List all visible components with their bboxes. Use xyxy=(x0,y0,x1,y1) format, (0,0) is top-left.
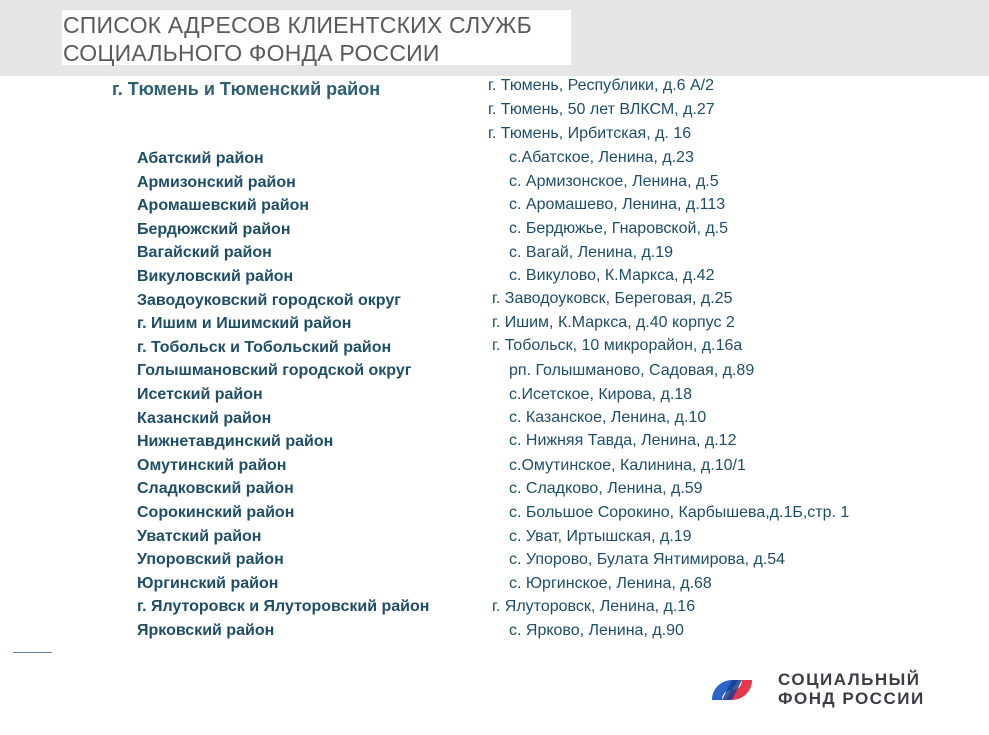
district-name: Бердюжский район xyxy=(137,220,291,238)
tyumen-address: г. Тюмень, Республики, д.6 А/2 xyxy=(488,77,715,94)
district-name: Викуловский район xyxy=(137,267,294,285)
district-name: г. Ялуторовск и Ялуторовский район xyxy=(137,598,430,616)
district-list xyxy=(137,150,429,645)
district-name: Упоровский район xyxy=(137,551,284,569)
district-address: с. Большое Сорокино, Карбышева,д.1Б,стр. 1 xyxy=(509,504,850,521)
district-name: Уватский район xyxy=(137,527,262,545)
district-address: с. Вагай, Ленина, д.19 xyxy=(509,244,674,261)
sfr-logo xyxy=(708,668,948,712)
district-address: с. Нижняя Тавда, Ленина, д.12 xyxy=(509,432,737,449)
district-address: г. Ялуторовск, Ленина, д.16 xyxy=(492,598,696,615)
district-address: г. Ишим, К.Маркса, д.40 корпус 2 xyxy=(492,314,735,331)
district-address: с. Аромашево, Ленина, д.113 xyxy=(509,196,726,213)
divider-line xyxy=(13,652,52,653)
district-address: с. Сладково, Ленина, д.59 xyxy=(509,480,703,497)
page-title-line1: СПИСОК АДРЕСОВ КЛИЕНТСКИХ СЛУЖБ xyxy=(63,12,532,38)
tyumen-address: г. Тюмень, 50 лет ВЛКСМ, д.27 xyxy=(488,101,715,118)
tyumen-heading: г. Тюмень и Тюменский район xyxy=(112,79,381,99)
logo-text-line1: СОЦИАЛЬНЫЙ xyxy=(778,670,921,689)
district-name: Нижнетавдинский район xyxy=(137,433,334,451)
page-title-line2: СОЦИАЛЬНОГО ФОНДА РОССИИ xyxy=(63,40,440,66)
district-name: Сладковский район xyxy=(137,480,294,498)
tyumen-address: г. Тюмень, Ирбитская, д. 16 xyxy=(488,125,692,142)
sfr-logo-icon xyxy=(708,670,756,710)
district-address: с. Армизонское, Ленина, д.5 xyxy=(509,173,719,190)
district-name: Армизонский район xyxy=(137,173,296,191)
district-address: с.Абатское, Ленина, д.23 xyxy=(509,149,694,166)
district-name: Голышмановский городской округ xyxy=(137,362,412,380)
district-address: г. Тобольск, 10 микрорайон, д.16а xyxy=(492,337,743,354)
district-address: с.Исетское, Кирова, д.18 xyxy=(509,386,693,403)
district-name: Ярковский район xyxy=(137,621,275,639)
district-name: Исетский район xyxy=(137,385,263,403)
district-name: Аромашевский район xyxy=(137,197,310,215)
district-name: Вагайский район xyxy=(137,244,272,262)
district-address: с. Бердюжье, Гнаровской, д.5 xyxy=(509,220,729,237)
district-name: г. Ишим и Ишимский район xyxy=(137,315,352,333)
district-address: с. Упорово, Булата Янтимирова, д.54 xyxy=(509,551,786,568)
logo-text-line2: ФОНД РОССИИ xyxy=(778,689,925,708)
district-address: рп. Голышманово, Садовая, д.89 xyxy=(509,362,755,379)
district-name: Казанский район xyxy=(137,409,272,427)
district-name: Омутинский район xyxy=(137,456,287,474)
district-name: г. Тобольск и Тобольский район xyxy=(137,338,392,356)
district-name: Юргинский район xyxy=(137,574,279,592)
district-address: с. Викулово, К.Маркса, д.42 xyxy=(509,267,715,284)
district-address: с. Казанское, Ленина, д.10 xyxy=(509,409,707,426)
district-name: Сорокинский район xyxy=(137,503,295,521)
district-address: с. Ярково, Ленина, д.90 xyxy=(509,622,684,639)
district-name: Абатский район xyxy=(137,150,264,167)
district-address: с.Омутинское, Калинина, д.10/1 xyxy=(509,457,746,474)
district-address: с. Уват, Иртышская, д.19 xyxy=(509,528,692,545)
district-address: г. Заводоуковск, Береговая, д.25 xyxy=(492,290,733,307)
district-name: Заводоуковский городской округ xyxy=(137,291,401,309)
district-address: с. Юргинское, Ленина, д.68 xyxy=(509,575,712,592)
